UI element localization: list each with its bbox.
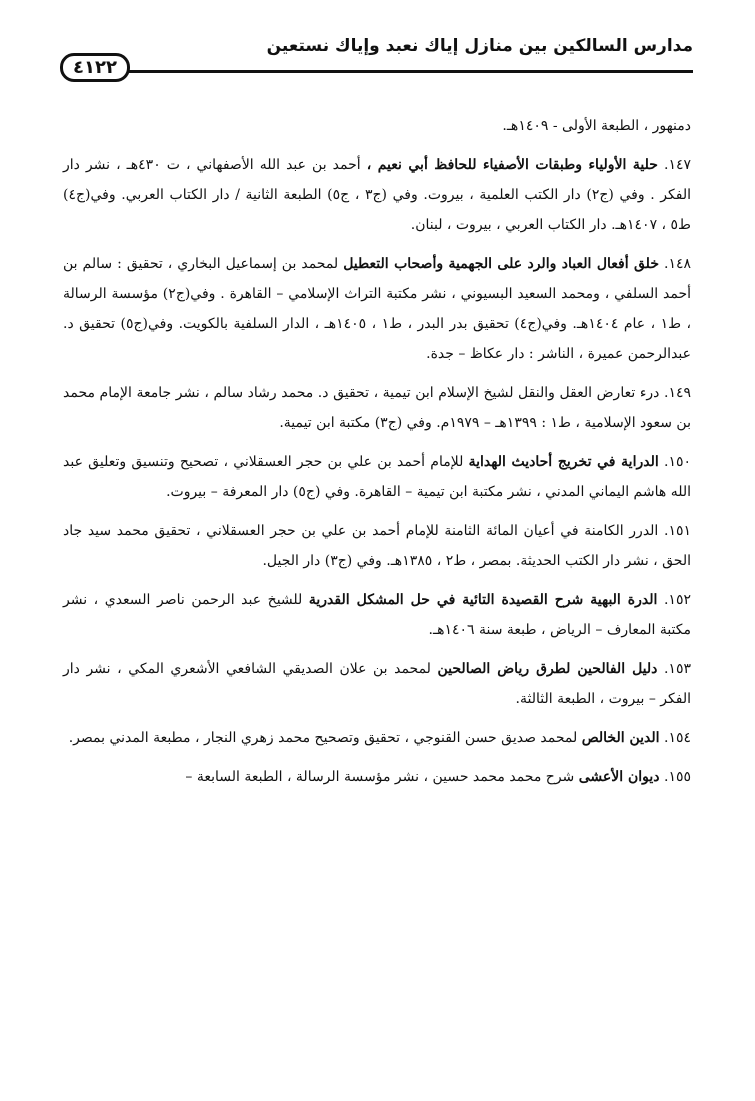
entry-number: ١٥٣. bbox=[663, 661, 691, 677]
entry-body: للإمام أحمد بن علي بن حجر العسقلاني ، تصحيح وتنسيق وتعليق عبد الله هاشم اليماني المدني ، نشر مكتبة ابن تيمية – القاهرة. وفي (ج٥) دار المعرفة – بيروت. bbox=[63, 454, 691, 500]
entry-number: ١٥١. bbox=[664, 523, 692, 539]
bibliography-entry bbox=[63, 150, 691, 240]
entry-title: الدين الخالص bbox=[581, 730, 660, 746]
bibliography-entry bbox=[63, 378, 691, 438]
entry-title: الدراية في تخريج أحاديث الهداية bbox=[468, 454, 659, 470]
entry-body: الدرر الكامنة في أعيان المائة الثامنة للإمام أحمد بن علي بن حجر العسقلاني ، تحقيق محمد سيد جاد الحق ، نشر دار الكتب الحديثة. بمصر ، ط٢ ، ١٣٨٥هـ. وفي (ج٣) دار الجيل. bbox=[63, 523, 691, 569]
bibliography-entry bbox=[63, 762, 691, 792]
entry-body: للشيخ عبد الرحمن ناصر السعدي ، نشر مكتبة المعارف – الرياض ، طبعة سنة ١٤٠٦هـ. bbox=[63, 592, 691, 638]
bibliography-entry bbox=[63, 654, 691, 714]
entry-body: دمنهور ، الطبعة الأولى - ١٤٠٩هـ. bbox=[502, 118, 691, 134]
entry-number: ١٤٧. bbox=[664, 157, 692, 173]
bibliography-list bbox=[63, 111, 691, 801]
entry-title: الدرة البهية شرح القصيدة التائية في حل المشكل القدرية bbox=[308, 592, 658, 608]
entry-number: ١٥٤. bbox=[663, 730, 691, 746]
entry-number: ١٤٨. bbox=[663, 256, 691, 272]
page-number: ٤١٢٢ bbox=[60, 53, 130, 82]
entry-title: ديوان الأعشى bbox=[578, 769, 660, 785]
entry-number: ١٥٥. bbox=[663, 769, 691, 785]
bibliography-entry bbox=[63, 249, 691, 369]
bibliography-entry bbox=[63, 447, 691, 507]
bibliography-entry bbox=[63, 516, 691, 576]
bibliography-entry bbox=[63, 723, 691, 753]
entry-body: لمحمد بن علان الصديقي الشافعي الأشعري المكي ، نشر دار الفكر – بيروت ، الطبعة الثالثة. bbox=[63, 661, 691, 707]
entry-title: حلية الأولياء وطبقات الأصفياء للحافظ أبي نعيم ، bbox=[366, 157, 658, 173]
entry-number: ١٥٠. bbox=[663, 454, 691, 470]
entry-title: خلق أفعال العباد والرد على الجهمية وأصحاب التعطيل bbox=[343, 256, 659, 272]
entry-number: ١٥٢. bbox=[663, 592, 691, 608]
bibliography-entry bbox=[63, 111, 691, 141]
entry-number: ١٤٩. bbox=[664, 385, 692, 401]
bibliography-entry bbox=[63, 585, 691, 645]
running-title: مدارس السالكين بين منازل إياك نعبد وإياك نستعين bbox=[266, 36, 693, 56]
page-header bbox=[60, 28, 693, 88]
header-rule bbox=[122, 70, 693, 73]
entry-body: درء تعارض العقل والنقل لشيخ الإسلام ابن تيمية ، تحقيق د. محمد رشاد سالم ، نشر جامعة الإمام محمد بن سعود الإسلامية ، ط١ : ١٣٩٩هـ – ١٩٧٩م. وفي (ج٣) مكتبة ابن تيمية. bbox=[63, 385, 691, 431]
entry-title: دليل الفالحين لطرق رياض الصالحين bbox=[437, 661, 658, 677]
entry-body: شرح محمد محمد حسين ، نشر مؤسسة الرسالة ، الطبعة السابعة – bbox=[185, 769, 575, 785]
entry-body: لمحمد صديق حسن القنوجي ، تحقيق وتصحيح محمد زهري النجار ، مطبعة المدني بمصر. bbox=[68, 730, 578, 746]
entry-body: أحمد بن عبد الله الأصفهاني ، ت ٤٣٠هـ ، نشر دار الفكر . وفي (ج٢) دار الكتب العلمية ، بيروت. وفي (ج٣ ، ج٥) الطبعة الثانية / دار الكتاب العربي. وفي(ج٤) ط٥ ، ١٤٠٧هـ. دار الكتاب العربي ، بيروت ، لبنان. bbox=[63, 157, 691, 233]
entry-body: لمحمد بن إسماعيل البخاري ، تحقيق : سالم بن أحمد السلفي ، ومحمد السعيد البسيوني ، نشر مكتبة التراث الإسلامي – القاهرة . وفي(ج٢) مؤسسة الرسالة ، ط١ ، عام ١٤٠٤هـ. وفي(ج٤) تحقيق بدر البدر ، ط١ ، ١٤٠٥هـ ، الدار السلفية بالكويت. وفي(ج٥) تحقيق د. عبدالرحمن عميرة ، الناشر : دار عكاظ – جدة. bbox=[63, 256, 692, 362]
